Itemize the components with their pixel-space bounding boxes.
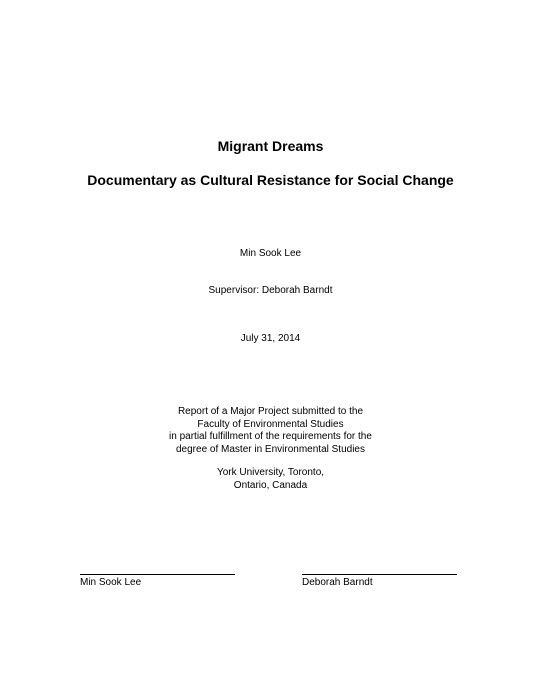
report-line: Report of a Major Project submitted to the (177, 406, 364, 417)
signature-name: Deborah Barndt (302, 577, 373, 588)
report-line: in partial fulfillment of the requirements for the (169, 431, 372, 442)
signature-line (80, 574, 235, 575)
report-line: Faculty of Environmental Studies (197, 418, 344, 430)
submission-date: July 31, 2014 (240, 333, 301, 344)
document-title: Migrant Dreams (217, 138, 324, 154)
signature-line (302, 574, 457, 575)
document-subtitle: Documentary as Cultural Resistance for Social Change (87, 172, 454, 188)
institution-line: York University, Toronto, (216, 467, 325, 478)
institution-line: Ontario, Canada (233, 479, 308, 491)
signature-name: Min Sook Lee (80, 577, 142, 588)
signature-left (80, 574, 235, 589)
supervisor-line: Supervisor: Deborah Barndt (208, 285, 333, 296)
report-line: degree of Master in Environmental Studies (176, 443, 365, 455)
signature-right (302, 574, 457, 589)
report-statement (0, 406, 541, 456)
institution-block (0, 467, 541, 492)
author-name: Min Sook Lee (239, 248, 302, 259)
